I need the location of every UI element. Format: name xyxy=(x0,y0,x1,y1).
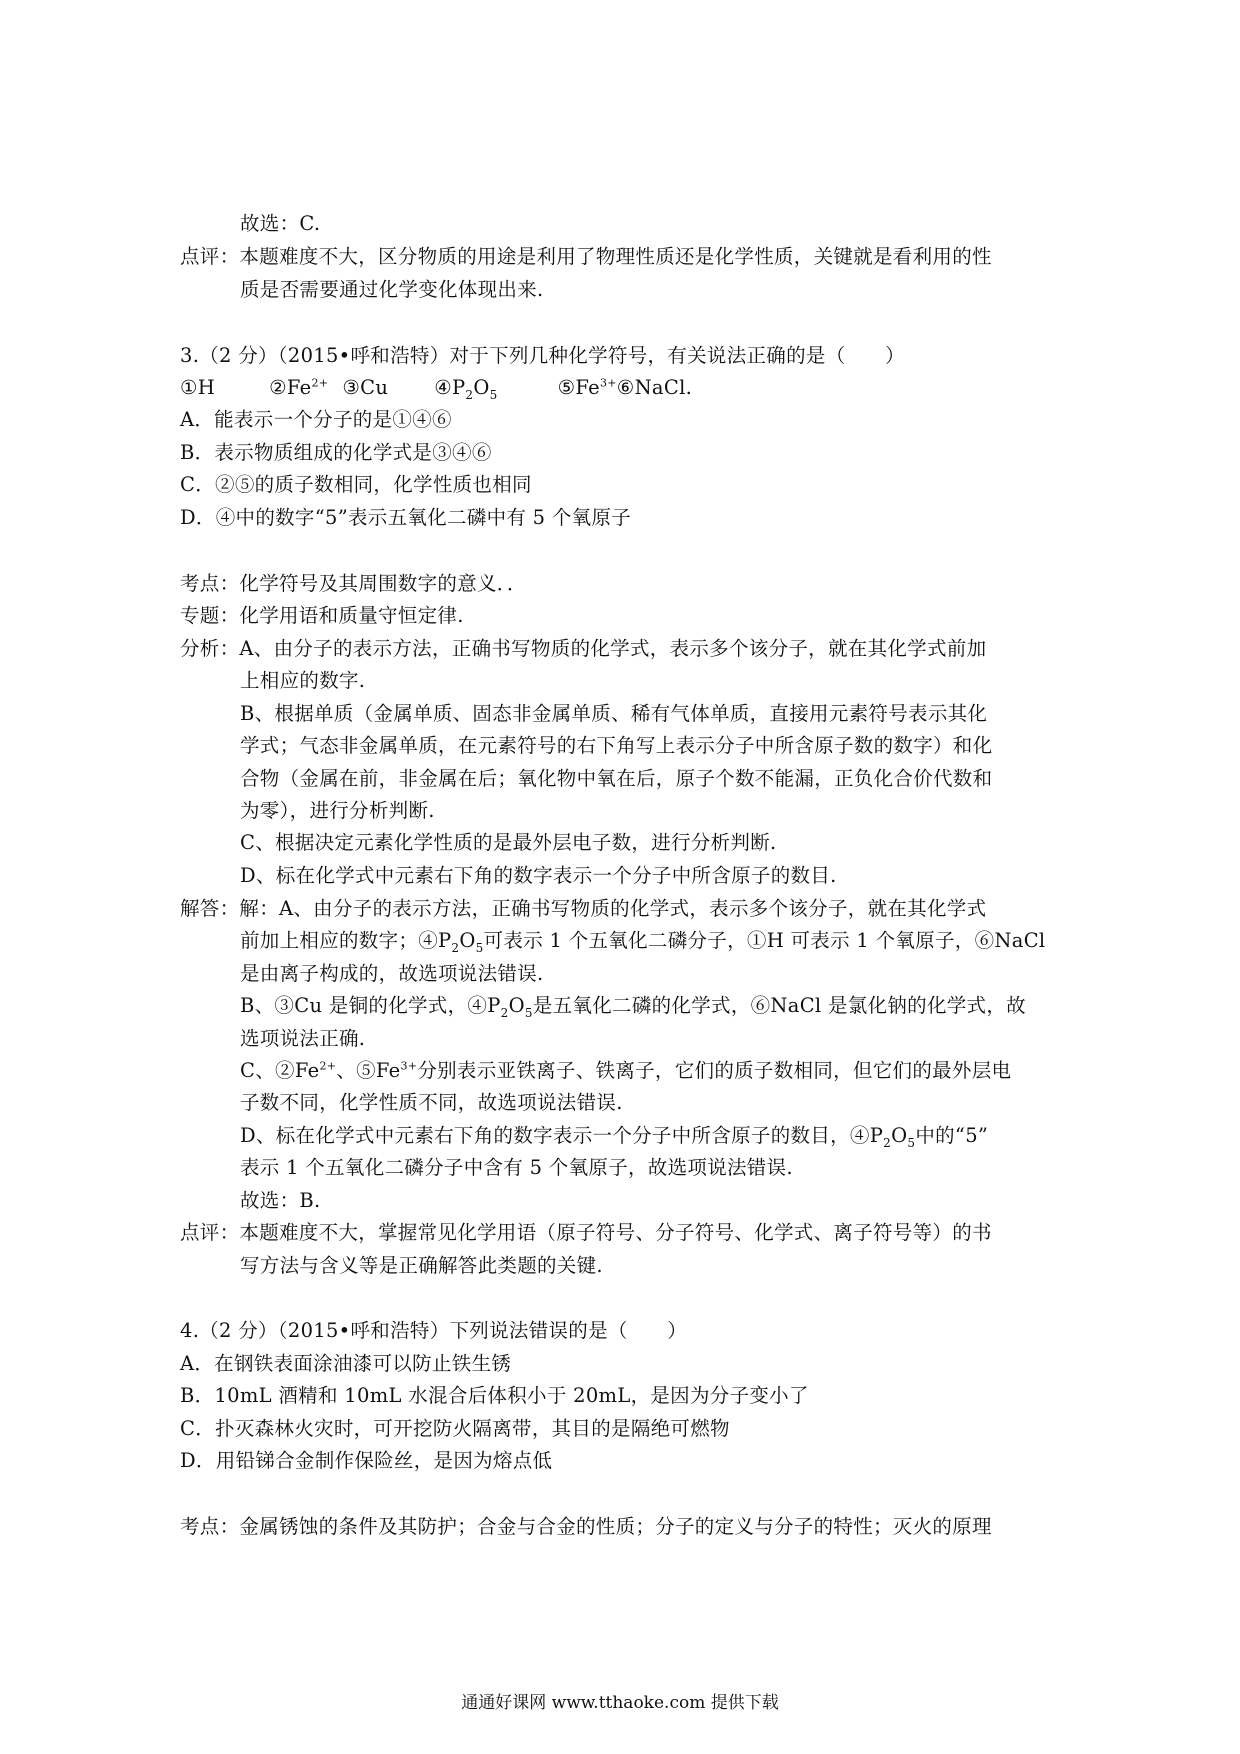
q4-kaodian: 考点：金属锈蚀的条件及其防护；合金与合金的性质；分子的定义与分子的特性；灭火的原理 xyxy=(180,1515,992,1538)
q3-analysis-b1: B、根据单质（金属单质、固态非金属单质、稀有气体单质，直接用元素符号表示其化 xyxy=(240,702,988,725)
q3-comment-line2: 写方法与含义等是正确解答此类题的关键. xyxy=(240,1254,603,1277)
q3-option-c: C．②⑤的质子数相同，化学性质也相同 xyxy=(180,473,532,496)
q3-kaodian: 考点：化学符号及其周围数字的意义．． xyxy=(180,572,527,595)
q3-solution-c1: C、$②Fe^{2+}$、$⑤Fe^{3+}$分别表示亚铁离子、铁离子，它们的质子数相同，但它们的最外层电 xyxy=(240,1059,1012,1082)
q3-symbol-6: ⑥NaCl. xyxy=(616,376,693,399)
q3-solution-d1: D、标在化学式中元素右下角的数字表示一个分子中所含原子的数目，$④P_2O_5$中的“5” xyxy=(240,1124,989,1150)
prev-answer: 故选：C. xyxy=(240,212,321,235)
q3-solution-a1: 解答：解：A、由分子的表示方法，正确书写物质的化学式，表示多个该分子，就在其化学式 xyxy=(180,897,987,920)
q3-comment-line1: 点评：本题难度不大，掌握常见化学用语（原子符号、分子符号、化学式、离子符号等）的书 xyxy=(180,1221,992,1244)
q3-analysis-a2: 上相应的数字. xyxy=(240,669,366,692)
q4-option-b: B．10mL 酒精和 10mL 水混合后体积小于 20mL，是因为分子变小了 xyxy=(180,1384,809,1407)
q3-solution-a3: 是由离子构成的，故选项说法错误. xyxy=(240,962,544,985)
q4-option-d: D．用铅锑合金制作保险丝，是因为熔点低 xyxy=(180,1449,553,1472)
q3-symbol-5: $⑤Fe^{3+}$ xyxy=(557,376,617,399)
q3-option-b: B．表示物质组成的化学式是③④⑥ xyxy=(180,441,492,464)
q3-solution-d2: 表示 1 个五氧化二磷分子中含有 5 个氧原子，故选项说法错误. xyxy=(240,1156,793,1179)
q3-option-d: D．④中的数字“5”表示五氧化二磷中有 5 个氧原子 xyxy=(180,506,632,529)
q3-zhuanti: 专题：化学用语和质量守恒定律. xyxy=(180,604,464,627)
q3-symbol-1: ①H xyxy=(180,376,216,399)
q3-analysis-c1: C、根据决定元素化学性质的是最外层电子数，进行分析判断. xyxy=(240,831,777,854)
q3-solution-b2: 选项说法正确. xyxy=(240,1027,366,1050)
q3-analysis-a1: 分析：A、由分子的表示方法，正确书写物质的化学式，表示多个该分子，就在其化学式前加 xyxy=(180,637,987,660)
q3-symbol-3: ③Cu xyxy=(342,376,389,399)
q4-option-a: A．在钢铁表面涂油漆可以防止铁生锈 xyxy=(180,1352,512,1375)
q3-analysis-b3: 合物（金属在前，非金属在后；氧化物中氧在后，原子个数不能漏，正负化合价代数和 xyxy=(240,767,993,790)
q3-symbols xyxy=(180,376,692,400)
q4-stem: 4.（2 分）（2015•呼和浩特）下列说法错误的是（ ） xyxy=(180,1319,688,1342)
page-footer: 通通好课网 www.tthaoke.com 提供下载 xyxy=(461,1693,779,1713)
q3-solution-c2: 子数不同，化学性质不同，故选项说法错误. xyxy=(240,1091,623,1114)
q3-stem: 3.（2 分）（2015•呼和浩特）对于下列几种化学符号，有关说法正确的是（ ） xyxy=(180,344,905,367)
q3-solution-answer: 故选：B. xyxy=(240,1189,321,1212)
q3-symbol-4: $④P_2O_5$ xyxy=(434,376,498,402)
q3-analysis-b4: 为零），进行分析判断. xyxy=(240,799,435,822)
prev-comment-line2: 质是否需要通过化学变化体现出来. xyxy=(240,278,544,301)
q3-option-a: A．能表示一个分子的是①④⑥ xyxy=(180,408,452,431)
q3-solution-b1: B、③Cu 是铜的化学式，$④P_2O_5$是五氧化二磷的化学式，⑥NaCl 是氯化钠的化学式，故 xyxy=(240,994,1026,1020)
q4-option-c: C．扑灭森林火灾时，可开挖防火隔离带，其目的是隔绝可燃物 xyxy=(180,1417,730,1440)
q3-analysis-b2: 学式；气态非金属单质，在元素符号的右下角写上表示分子中所含原子数的数字）和化 xyxy=(240,734,993,757)
q3-solution-a2: 前加上相应的数字；$④P_2O_5$可表示 1 个五氧化二磷分子，①H 可表示 1 个氧原子，⑥NaCl xyxy=(240,929,1046,955)
q3-symbol-2: $②Fe^{2+}$ xyxy=(269,376,329,399)
q3-analysis-d1: D、标在化学式中元素右下角的数字表示一个分子中所含原子的数目. xyxy=(240,864,837,887)
prev-comment-line1: 点评：本题难度不大，区分物质的用途是利用了物理性质还是化学性质，关键就是看利用的性 xyxy=(180,245,992,268)
